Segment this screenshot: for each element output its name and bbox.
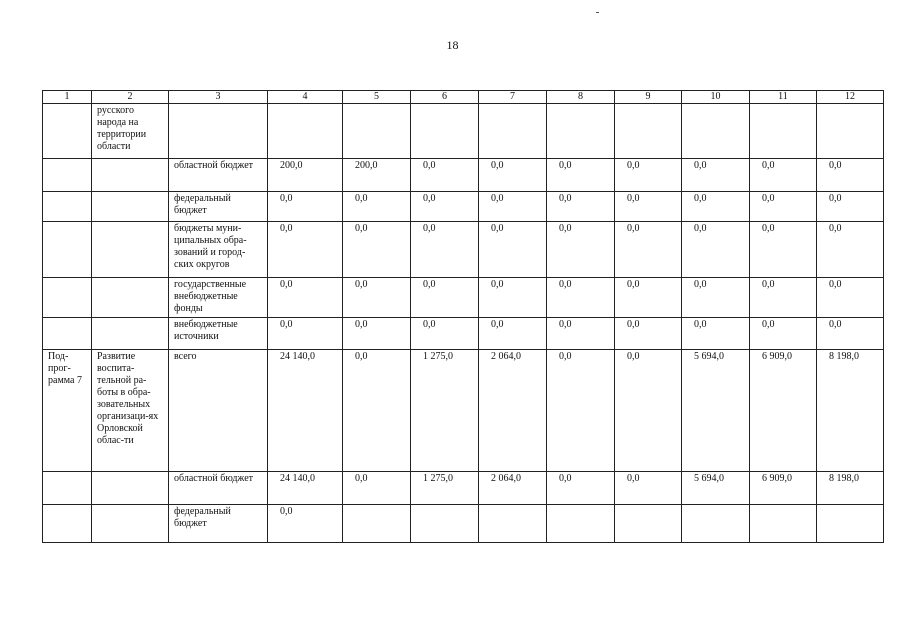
value-cell: 0,0: [268, 192, 343, 222]
table-row: [43, 472, 884, 505]
source-cell: областной бюджет: [169, 159, 268, 192]
table-row: [43, 278, 884, 318]
column-header-2: 2: [92, 91, 169, 104]
name-cell: [92, 318, 169, 350]
source-cell: государственные внебюджетные фонды: [169, 278, 268, 318]
budget-table: [42, 90, 884, 543]
value-cell: 0,0: [817, 222, 884, 278]
name-cell: [92, 222, 169, 278]
name-cell: [92, 159, 169, 192]
value-cell: 0,0: [411, 159, 479, 192]
value-cell: 0,0: [750, 278, 817, 318]
value-cell: 6 909,0: [750, 472, 817, 505]
source-cell: федеральный бюджет: [169, 192, 268, 222]
value-cell: 0,0: [343, 278, 411, 318]
value-cell: [547, 505, 615, 543]
value-cell: 0,0: [817, 318, 884, 350]
value-cell: 2 064,0: [479, 472, 547, 505]
value-cell: 0,0: [682, 278, 750, 318]
name-cell: Развитие воспита-тельной ра-боты в обра-зовательных организаци-ях Орловской облас-ти: [92, 350, 169, 472]
value-cell: 0,0: [615, 472, 682, 505]
value-cell: 8 198,0: [817, 472, 884, 505]
source-cell: всего: [169, 350, 268, 472]
value-cell: 0,0: [547, 472, 615, 505]
column-header-11: 11: [750, 91, 817, 104]
value-cell: 5 694,0: [682, 350, 750, 472]
value-cell: 0,0: [817, 159, 884, 192]
value-cell: [615, 104, 682, 159]
value-cell: [817, 104, 884, 159]
program-cell: [43, 472, 92, 505]
value-cell: 0,0: [411, 318, 479, 350]
value-cell: [411, 505, 479, 543]
program-cell: [43, 159, 92, 192]
value-cell: 1 275,0: [411, 472, 479, 505]
value-cell: [411, 104, 479, 159]
value-cell: 0,0: [268, 505, 343, 543]
table-row: [43, 318, 884, 350]
column-header-7: 7: [479, 91, 547, 104]
value-cell: 0,0: [479, 192, 547, 222]
value-cell: 0,0: [547, 350, 615, 472]
value-cell: 0,0: [682, 192, 750, 222]
value-cell: [817, 505, 884, 543]
value-cell: 0,0: [750, 192, 817, 222]
value-cell: 0,0: [411, 192, 479, 222]
source-cell: федеральный бюджет: [169, 505, 268, 543]
value-cell: 0,0: [817, 192, 884, 222]
value-cell: 0,0: [479, 159, 547, 192]
value-cell: [750, 104, 817, 159]
value-cell: 0,0: [411, 222, 479, 278]
value-cell: 0,0: [547, 192, 615, 222]
value-cell: 0,0: [343, 350, 411, 472]
column-header-4: 4: [268, 91, 343, 104]
value-cell: 0,0: [682, 222, 750, 278]
value-cell: 0,0: [411, 278, 479, 318]
value-cell: 0,0: [615, 222, 682, 278]
program-cell: [43, 192, 92, 222]
value-cell: 0,0: [817, 278, 884, 318]
column-header-12: 12: [817, 91, 884, 104]
value-cell: 0,0: [268, 222, 343, 278]
table-body: [43, 104, 884, 543]
value-cell: 0,0: [615, 350, 682, 472]
value-cell: 0,0: [479, 278, 547, 318]
table-row: [43, 222, 884, 278]
value-cell: 0,0: [479, 222, 547, 278]
value-cell: 0,0: [615, 159, 682, 192]
program-cell: [43, 278, 92, 318]
program-cell: [43, 505, 92, 543]
page-number: 18: [446, 38, 459, 52]
value-cell: 0,0: [615, 278, 682, 318]
value-cell: 1 275,0: [411, 350, 479, 472]
value-cell: 24 140,0: [268, 472, 343, 505]
value-cell: 0,0: [750, 159, 817, 192]
source-cell: бюджеты муни-ципальных обра-зований и город-ских округов: [169, 222, 268, 278]
name-cell: [92, 472, 169, 505]
name-cell: русского народа на территории области: [92, 104, 169, 159]
name-cell: [92, 278, 169, 318]
value-cell: [479, 505, 547, 543]
column-header-1: 1: [43, 91, 92, 104]
table-row: [43, 350, 884, 472]
value-cell: 0,0: [682, 318, 750, 350]
value-cell: [343, 505, 411, 543]
header-row: [43, 91, 884, 104]
column-header-10: 10: [682, 91, 750, 104]
value-cell: 0,0: [268, 278, 343, 318]
program-cell: [43, 318, 92, 350]
column-header-9: 9: [615, 91, 682, 104]
value-cell: 24 140,0: [268, 350, 343, 472]
value-cell: 0,0: [547, 278, 615, 318]
table-row: [43, 159, 884, 192]
column-header-3: 3: [169, 91, 268, 104]
column-header-6: 6: [411, 91, 479, 104]
scan-mark: [596, 12, 599, 13]
source-cell: областной бюджет: [169, 472, 268, 505]
value-cell: 5 694,0: [682, 472, 750, 505]
value-cell: [547, 104, 615, 159]
value-cell: [682, 104, 750, 159]
value-cell: 0,0: [343, 192, 411, 222]
column-header-8: 8: [547, 91, 615, 104]
value-cell: [268, 104, 343, 159]
table-row: [43, 104, 884, 159]
value-cell: 0,0: [750, 222, 817, 278]
source-cell: [169, 104, 268, 159]
table-row: [43, 505, 884, 543]
value-cell: 200,0: [343, 159, 411, 192]
value-cell: 0,0: [479, 318, 547, 350]
name-cell: [92, 505, 169, 543]
value-cell: [343, 104, 411, 159]
value-cell: [615, 505, 682, 543]
value-cell: 0,0: [343, 318, 411, 350]
value-cell: 0,0: [682, 159, 750, 192]
value-cell: 0,0: [750, 318, 817, 350]
source-cell: внебюджетные источники: [169, 318, 268, 350]
value-cell: 0,0: [547, 318, 615, 350]
value-cell: 0,0: [547, 222, 615, 278]
value-cell: [750, 505, 817, 543]
name-cell: [92, 192, 169, 222]
column-header-5: 5: [343, 91, 411, 104]
value-cell: 0,0: [547, 159, 615, 192]
program-cell: [43, 104, 92, 159]
program-cell: Под-прог-рамма 7: [43, 350, 92, 472]
value-cell: 200,0: [268, 159, 343, 192]
value-cell: 6 909,0: [750, 350, 817, 472]
table-row: [43, 192, 884, 222]
value-cell: 0,0: [343, 222, 411, 278]
value-cell: [479, 104, 547, 159]
value-cell: 0,0: [268, 318, 343, 350]
value-cell: 2 064,0: [479, 350, 547, 472]
value-cell: 8 198,0: [817, 350, 884, 472]
value-cell: 0,0: [615, 318, 682, 350]
value-cell: 0,0: [615, 192, 682, 222]
program-cell: [43, 222, 92, 278]
value-cell: [682, 505, 750, 543]
value-cell: 0,0: [343, 472, 411, 505]
